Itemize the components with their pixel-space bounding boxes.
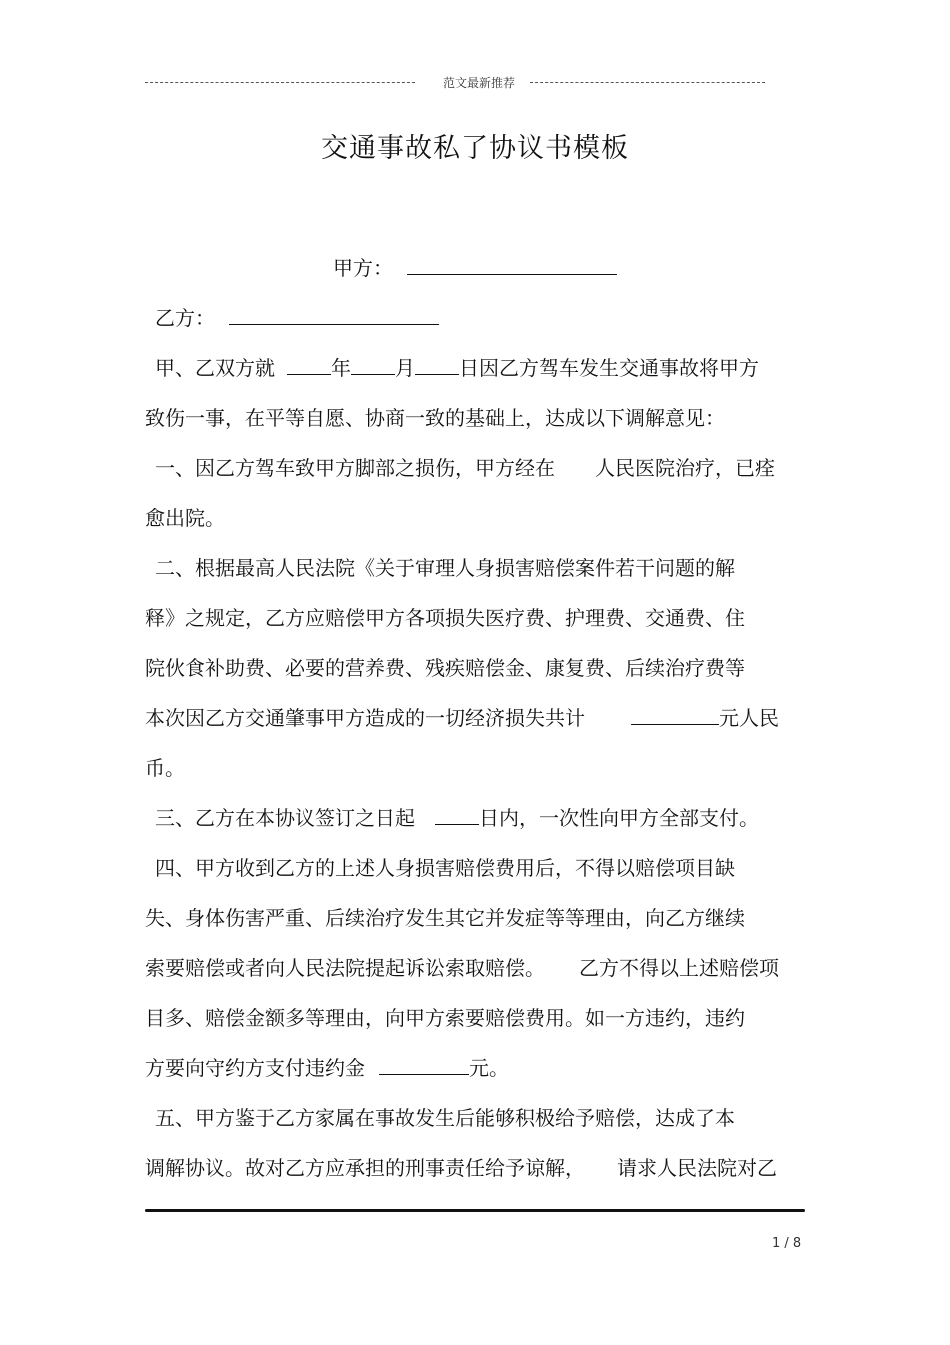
party-a-blank xyxy=(407,254,617,275)
month-label: 月 xyxy=(395,356,415,380)
year-label: 年 xyxy=(331,356,351,380)
header-text: 范文最新推荐 xyxy=(443,76,516,90)
clause-2-line-4 xyxy=(145,704,779,732)
party-b-label: 乙方： xyxy=(155,306,215,330)
clause-4-text: 乙方不得以上述赔偿项 xyxy=(579,956,779,980)
clause-4-line-1: 四、甲方收到乙方的上述人身损害赔偿费用后，不得以赔偿项目缺 xyxy=(155,856,735,880)
clause-4-text: 索要赔偿或者向人民法院提起诉讼索取赔偿。 xyxy=(145,956,545,980)
intro-text: 日因乙方驾车发生交通事故将甲方 xyxy=(459,356,759,380)
clause-1-line-2: 愈出院。 xyxy=(145,506,225,530)
clause-4-text: 元。 xyxy=(469,1056,509,1080)
clause-2-line-5: 币。 xyxy=(145,756,185,780)
clause-5-line-1: 五、甲方鉴于乙方家属在事故发生后能够积极给予赔偿，达成了本 xyxy=(155,1106,735,1130)
clause-5-text: 请求人民法院对乙 xyxy=(617,1156,777,1180)
clause-1-text: 一、因乙方驾车致甲方脚部之损伤，甲方经在 xyxy=(155,456,555,480)
clause-1-line-1 xyxy=(155,454,775,482)
intro-line-1 xyxy=(155,354,759,382)
clause-2-line-3: 院伙食补助费、必要的营养费、残疾赔偿金、康复费、后续治疗费等 xyxy=(145,656,745,680)
party-b-line xyxy=(155,304,439,332)
clause-3-line-1 xyxy=(155,804,759,832)
page-header xyxy=(145,74,765,90)
clause-2-text: 本次因乙方交通肇事甲方造成的一切经济损失共计 xyxy=(145,706,585,730)
days-blank xyxy=(435,804,479,825)
clause-5-text: 调解协议。故对乙方应承担的刑事责任给予谅解， xyxy=(145,1156,585,1180)
clause-4-line-2: 失、身体伤害严重、后续治疗发生其它并发症等等理由，向乙方继续 xyxy=(145,906,745,930)
party-a-label: 甲方： xyxy=(333,256,393,280)
clause-3-text: 三、乙方在本协议签订之日起 xyxy=(155,806,415,830)
year-blank xyxy=(287,354,331,375)
header-divider-left xyxy=(145,82,415,83)
page-number: 1 / 8 xyxy=(772,1236,802,1251)
clause-4-text: 方要向守约方支付违约金 xyxy=(145,1056,365,1080)
total-amount-blank xyxy=(631,704,719,725)
clause-4-line-4: 目多、赔偿金额多等理由，向甲方索要赔偿费用。如一方违约，违约 xyxy=(145,1006,745,1030)
penalty-amount-blank xyxy=(379,1054,469,1075)
clause-2-text: 元人民 xyxy=(719,706,779,730)
intro-text: 甲、乙双方就 xyxy=(155,356,275,380)
clause-4-line-5 xyxy=(145,1054,509,1082)
day-blank xyxy=(415,354,459,375)
clause-5-line-2 xyxy=(145,1154,777,1182)
clause-3-text: 日内，一次性向甲方全部支付。 xyxy=(479,806,759,830)
clause-2-line-1: 二、根据最高人民法院《关于审理人身损害赔偿案件若干问题的解 xyxy=(155,556,735,580)
clause-2-line-2: 释》之规定，乙方应赔偿甲方各项损失医疗费、护理费、交通费、住 xyxy=(145,606,745,630)
footer-rule xyxy=(145,1209,805,1212)
clause-1-text: 人民医院治疗，已痊 xyxy=(595,456,775,480)
document-title: 交通事故私了协议书模板 xyxy=(321,133,629,164)
intro-line-2: 致伤一事，在平等自愿、协商一致的基础上，达成以下调解意见： xyxy=(145,406,725,430)
clause-4-line-3 xyxy=(145,954,779,982)
month-blank xyxy=(351,354,395,375)
header-divider-right xyxy=(530,82,765,83)
party-a-line xyxy=(333,254,617,282)
party-b-blank xyxy=(229,304,439,325)
